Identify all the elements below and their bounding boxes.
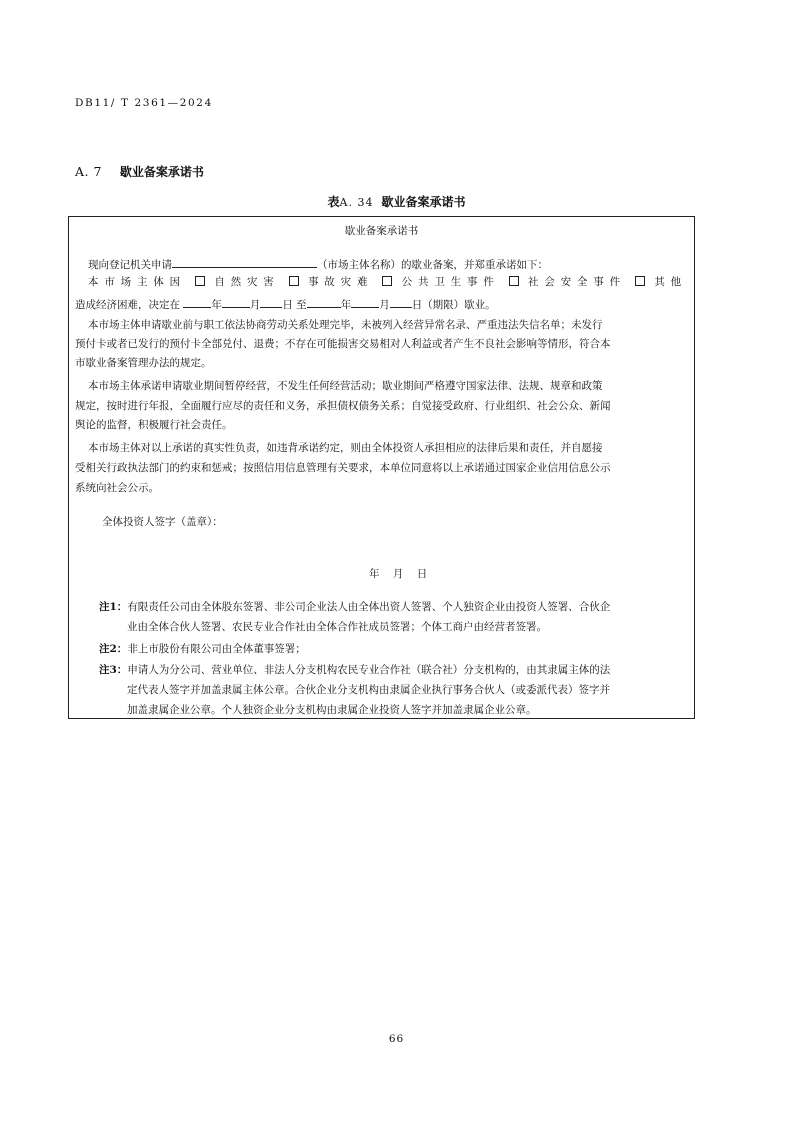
period-line [75, 296, 496, 312]
note-1-label: 注1： [99, 601, 128, 613]
note-2 [99, 642, 306, 656]
checkbox-public-health[interactable] [382, 276, 392, 286]
paragraph-4-line-2: 受相关行政执法部门的约束和惩戒；按照信用信息管理有关要求，本单位同意将以上承诺通过国家企业信用信息公示 [75, 462, 611, 474]
note-3-label: 注3： [99, 664, 128, 676]
end-month-blank[interactable] [351, 296, 379, 308]
paragraph-4-line-1: 本市场主体对以上承诺的真实性负责，如违背承诺约定，则由全体投资人承担相应的法律后果和责任，并自愿接 [88, 442, 603, 454]
note-3-line-2: 定代表人签字并加盖隶属主体公章。合伙企业分支机构由隶属企业执行事务合伙人（或委派代表）签字并 [127, 684, 610, 696]
paragraph-3-line-1: 本市场主体承诺申请歇业期间暂停经营，不发生任何经营活动；歇业期间严格遵守国家法律、法规、规章和政策 [88, 380, 603, 392]
note-1-line-1: 有限责任公司由全体股东签署、非公司企业法人由全体出资人签署、个人独资企业由投资人签署、合伙企 [127, 601, 611, 613]
paragraph-4-line-3: 系统向社会公示。 [75, 482, 159, 494]
signature-label: 全体投资人签字（盖章）： [102, 516, 223, 528]
page-number: 66 [388, 1033, 405, 1045]
cause-line [88, 275, 681, 289]
cause-other: 其他 [654, 276, 682, 288]
apply-prefix: 现向登记机关申请 [88, 259, 172, 271]
commitment-form-table [68, 216, 695, 719]
unit-year-2: 年 [340, 299, 352, 311]
section-heading [75, 163, 204, 180]
checkbox-social-security[interactable] [509, 276, 519, 286]
cause-natural-disaster: 自然灾害 [214, 276, 280, 288]
document-code: DB11/ T 2361—2024 [75, 97, 213, 109]
cause-social-security: 社会安全事件 [527, 276, 626, 288]
start-day-blank[interactable] [260, 296, 282, 308]
apply-suffix: （市场主体名称）的歇业备案，并郑重承诺如下： [317, 259, 548, 271]
cause-accident-disaster: 事故灾难 [307, 276, 374, 288]
note-1 [99, 600, 610, 614]
entity-name-blank[interactable] [172, 256, 317, 268]
cause-intro: 本市场主体因 [88, 276, 186, 288]
table-caption-prefix: 表 [327, 195, 340, 209]
unit-month: 月 [249, 299, 261, 311]
checkbox-natural-disaster[interactable] [195, 276, 205, 286]
apply-line [88, 256, 548, 272]
checkbox-accident-disaster[interactable] [289, 276, 299, 286]
paragraph-3-line-3: 舆论的监督，积极履行社会责任。 [75, 419, 233, 431]
start-month-blank[interactable] [222, 296, 250, 308]
cause-public-health: 公共卫生事件 [401, 276, 500, 288]
note-2-label: 注2： [99, 643, 128, 655]
cause-continuation: 造成经济困难，决定在 [75, 299, 180, 311]
note-3-line-3: 加盖隶属企业公章。个人独资企业分支机构由隶属企业投资人签字并加盖隶属企业公章。 [127, 704, 537, 716]
unit-month-2: 月 [379, 299, 390, 311]
paragraph-3-line-2: 规定，按时进行年报，全面履行应尽的责任和义务，承担债权债务关系；自觉接受政府、行业组织、社会公众、新闻 [75, 400, 611, 412]
section-number: A. 7 [75, 164, 102, 179]
table-caption [0, 193, 793, 210]
paragraph-2-line-1: 本市场主体申请歇业前与职工依法协商劳动关系处理完毕，未被列入经营异常名录、严重违法失信名单；未发行 [88, 319, 603, 331]
note-2-line-1: 非上市股份有限公司由全体董事签署； [127, 643, 306, 655]
paragraph-2-line-3: 市歇业备案管理办法的规定。 [75, 357, 212, 369]
end-year-blank[interactable] [307, 296, 341, 308]
checkbox-other[interactable] [635, 276, 645, 286]
table-number: A. 34 [339, 196, 374, 209]
unit-year: 年 [211, 299, 222, 311]
unit-day-period: 日（期限）歇业。 [411, 299, 496, 311]
end-day-blank[interactable] [390, 296, 412, 308]
unit-day-to: 日 至 [282, 299, 307, 311]
start-year-blank[interactable] [183, 296, 211, 308]
paragraph-2-line-2: 预付卡或者已发行的预付卡全部兑付、退费；不存在可能损害交易相对人利益或者产生不良社会影响等情形，符合本 [75, 338, 611, 350]
note-3 [99, 663, 610, 677]
note-3-line-1: 申请人为分公司、营业单位、非法人分支机构农民专业合作社（联合社）分支机构的，由其隶属主体的法 [127, 664, 611, 676]
note-1-line-2: 业由全体合伙人签署、农民专业合作社由全体合作社成员签署；个体工商户由经营者签署。 [127, 621, 547, 633]
form-title: 歇业备案承诺书 [344, 225, 419, 237]
section-title: 歇业备案承诺书 [119, 165, 204, 179]
table-title: 歇业备案承诺书 [381, 195, 466, 209]
signature-date-line: 年 月 日 [369, 568, 428, 580]
